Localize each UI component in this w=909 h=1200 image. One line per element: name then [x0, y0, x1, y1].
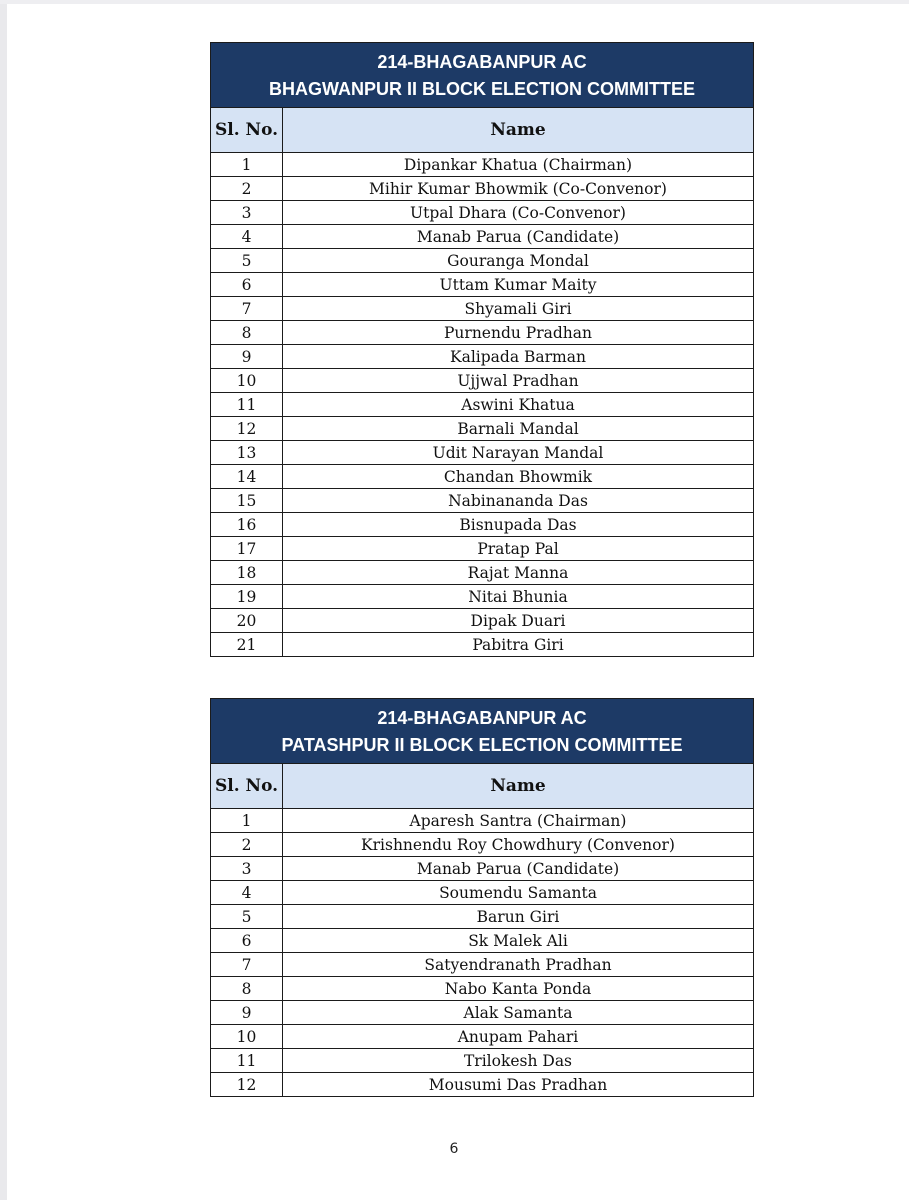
committee-table-patashpur	[210, 698, 754, 1097]
table-row	[211, 881, 754, 905]
table-row	[211, 929, 754, 953]
committee-title-row	[211, 43, 754, 108]
table-row	[211, 489, 754, 513]
member-name-cell: Manab Parua (Candidate)	[283, 225, 754, 249]
serial-number-cell: 12	[211, 417, 283, 441]
serial-number-cell: 19	[211, 585, 283, 609]
table-row	[211, 153, 754, 177]
serial-number-cell: 8	[211, 321, 283, 345]
serial-number-cell: 15	[211, 489, 283, 513]
member-name-cell: Manab Parua (Candidate)	[283, 857, 754, 881]
table-row	[211, 249, 754, 273]
member-name-cell: Anupam Pahari	[283, 1025, 754, 1049]
serial-number-cell: 18	[211, 561, 283, 585]
member-name-cell: Purnendu Pradhan	[283, 321, 754, 345]
table-row	[211, 977, 754, 1001]
table-row	[211, 465, 754, 489]
serial-number-cell: 9	[211, 1001, 283, 1025]
table-row	[211, 201, 754, 225]
member-name-cell: Pratap Pal	[283, 537, 754, 561]
member-name-cell: Kalipada Barman	[283, 345, 754, 369]
page-number: 6	[449, 1141, 459, 1157]
table-row	[211, 1073, 754, 1097]
serial-number-cell: 5	[211, 249, 283, 273]
table-row	[211, 369, 754, 393]
table-row	[211, 561, 754, 585]
serial-number-cell: 3	[211, 201, 283, 225]
committee-title-row	[211, 699, 754, 764]
scan-edge-top	[0, 0, 909, 4]
table-row	[211, 1025, 754, 1049]
serial-number-cell: 11	[211, 393, 283, 417]
serial-number-cell: 10	[211, 1025, 283, 1049]
member-name-cell: Sk Malek Ali	[283, 929, 754, 953]
member-name-cell: Bisnupada Das	[283, 513, 754, 537]
table-row	[211, 225, 754, 249]
table-row	[211, 953, 754, 977]
serial-number-cell: 20	[211, 609, 283, 633]
member-name-cell: Satyendranath Pradhan	[283, 953, 754, 977]
table-row	[211, 833, 754, 857]
table-row	[211, 345, 754, 369]
committee-title-line2: BHAGWANPUR II BLOCK ELECTION COMMITTEE	[269, 79, 695, 99]
serial-number-cell: 11	[211, 1049, 283, 1073]
member-name-cell: Barnali Mandal	[283, 417, 754, 441]
member-name-cell: Nitai Bhunia	[283, 585, 754, 609]
member-name-cell: Gouranga Mondal	[283, 249, 754, 273]
serial-number-cell: 1	[211, 153, 283, 177]
serial-number-cell: 6	[211, 273, 283, 297]
member-name-cell: Dipak Duari	[283, 609, 754, 633]
table-row	[211, 585, 754, 609]
column-header-row	[211, 764, 754, 809]
member-name-cell: Udit Narayan Mandal	[283, 441, 754, 465]
serial-number-cell: 1	[211, 809, 283, 833]
table-row	[211, 177, 754, 201]
member-name-cell: Trilokesh Das	[283, 1049, 754, 1073]
serial-number-cell: 6	[211, 929, 283, 953]
column-header-name: Name	[283, 108, 754, 153]
member-name-cell: Mousumi Das Pradhan	[283, 1073, 754, 1097]
committee-members	[211, 153, 754, 657]
member-name-cell: Alak Samanta	[283, 1001, 754, 1025]
serial-number-cell: 7	[211, 953, 283, 977]
member-name-cell: Aparesh Santra (Chairman)	[283, 809, 754, 833]
column-header-sl-no: Sl. No.	[211, 108, 283, 153]
table-row	[211, 321, 754, 345]
committee-title	[211, 43, 754, 108]
table-row	[211, 537, 754, 561]
member-name-cell: Ujjwal Pradhan	[283, 369, 754, 393]
table-row	[211, 809, 754, 833]
serial-number-cell: 7	[211, 297, 283, 321]
serial-number-cell: 2	[211, 833, 283, 857]
table-row	[211, 905, 754, 929]
committee-title-line1: 214-BHAGABANPUR AC	[377, 708, 587, 728]
member-name-cell: Shyamali Giri	[283, 297, 754, 321]
committee-title-line2: PATASHPUR II BLOCK ELECTION COMMITTEE	[281, 735, 683, 755]
member-name-cell: Dipankar Khatua (Chairman)	[283, 153, 754, 177]
member-name-cell: Rajat Manna	[283, 561, 754, 585]
committee-title-line1: 214-BHAGABANPUR AC	[377, 52, 587, 72]
serial-number-cell: 21	[211, 633, 283, 657]
member-name-cell: Soumendu Samanta	[283, 881, 754, 905]
member-name-cell: Pabitra Giri	[283, 633, 754, 657]
table-row	[211, 297, 754, 321]
serial-number-cell: 16	[211, 513, 283, 537]
column-header-sl-no: Sl. No.	[211, 764, 283, 809]
serial-number-cell: 8	[211, 977, 283, 1001]
table-row	[211, 1001, 754, 1025]
serial-number-cell: 2	[211, 177, 283, 201]
committee-title	[211, 699, 754, 764]
member-name-cell: Krishnendu Roy Chowdhury (Convenor)	[283, 833, 754, 857]
member-name-cell: Nabinananda Das	[283, 489, 754, 513]
member-name-cell: Aswini Khatua	[283, 393, 754, 417]
scan-edge-left	[0, 0, 7, 1200]
table-row	[211, 513, 754, 537]
member-name-cell: Utpal Dhara (Co-Convenor)	[283, 201, 754, 225]
serial-number-cell: 9	[211, 345, 283, 369]
serial-number-cell: 12	[211, 1073, 283, 1097]
table-row	[211, 857, 754, 881]
serial-number-cell: 10	[211, 369, 283, 393]
column-header-name: Name	[283, 764, 754, 809]
serial-number-cell: 4	[211, 225, 283, 249]
table-row	[211, 1049, 754, 1073]
member-name-cell: Barun Giri	[283, 905, 754, 929]
member-name-cell: Uttam Kumar Maity	[283, 273, 754, 297]
member-name-cell: Mihir Kumar Bhowmik (Co-Convenor)	[283, 177, 754, 201]
serial-number-cell: 14	[211, 465, 283, 489]
serial-number-cell: 17	[211, 537, 283, 561]
column-header-row	[211, 108, 754, 153]
table-row	[211, 441, 754, 465]
serial-number-cell: 4	[211, 881, 283, 905]
table-row	[211, 273, 754, 297]
table-row	[211, 393, 754, 417]
serial-number-cell: 13	[211, 441, 283, 465]
committee-members	[211, 809, 754, 1097]
serial-number-cell: 3	[211, 857, 283, 881]
table-row	[211, 633, 754, 657]
member-name-cell: Nabo Kanta Ponda	[283, 977, 754, 1001]
serial-number-cell: 5	[211, 905, 283, 929]
table-row	[211, 609, 754, 633]
committee-table-bhagwanpur	[210, 42, 754, 657]
member-name-cell: Chandan Bhowmik	[283, 465, 754, 489]
table-row	[211, 417, 754, 441]
